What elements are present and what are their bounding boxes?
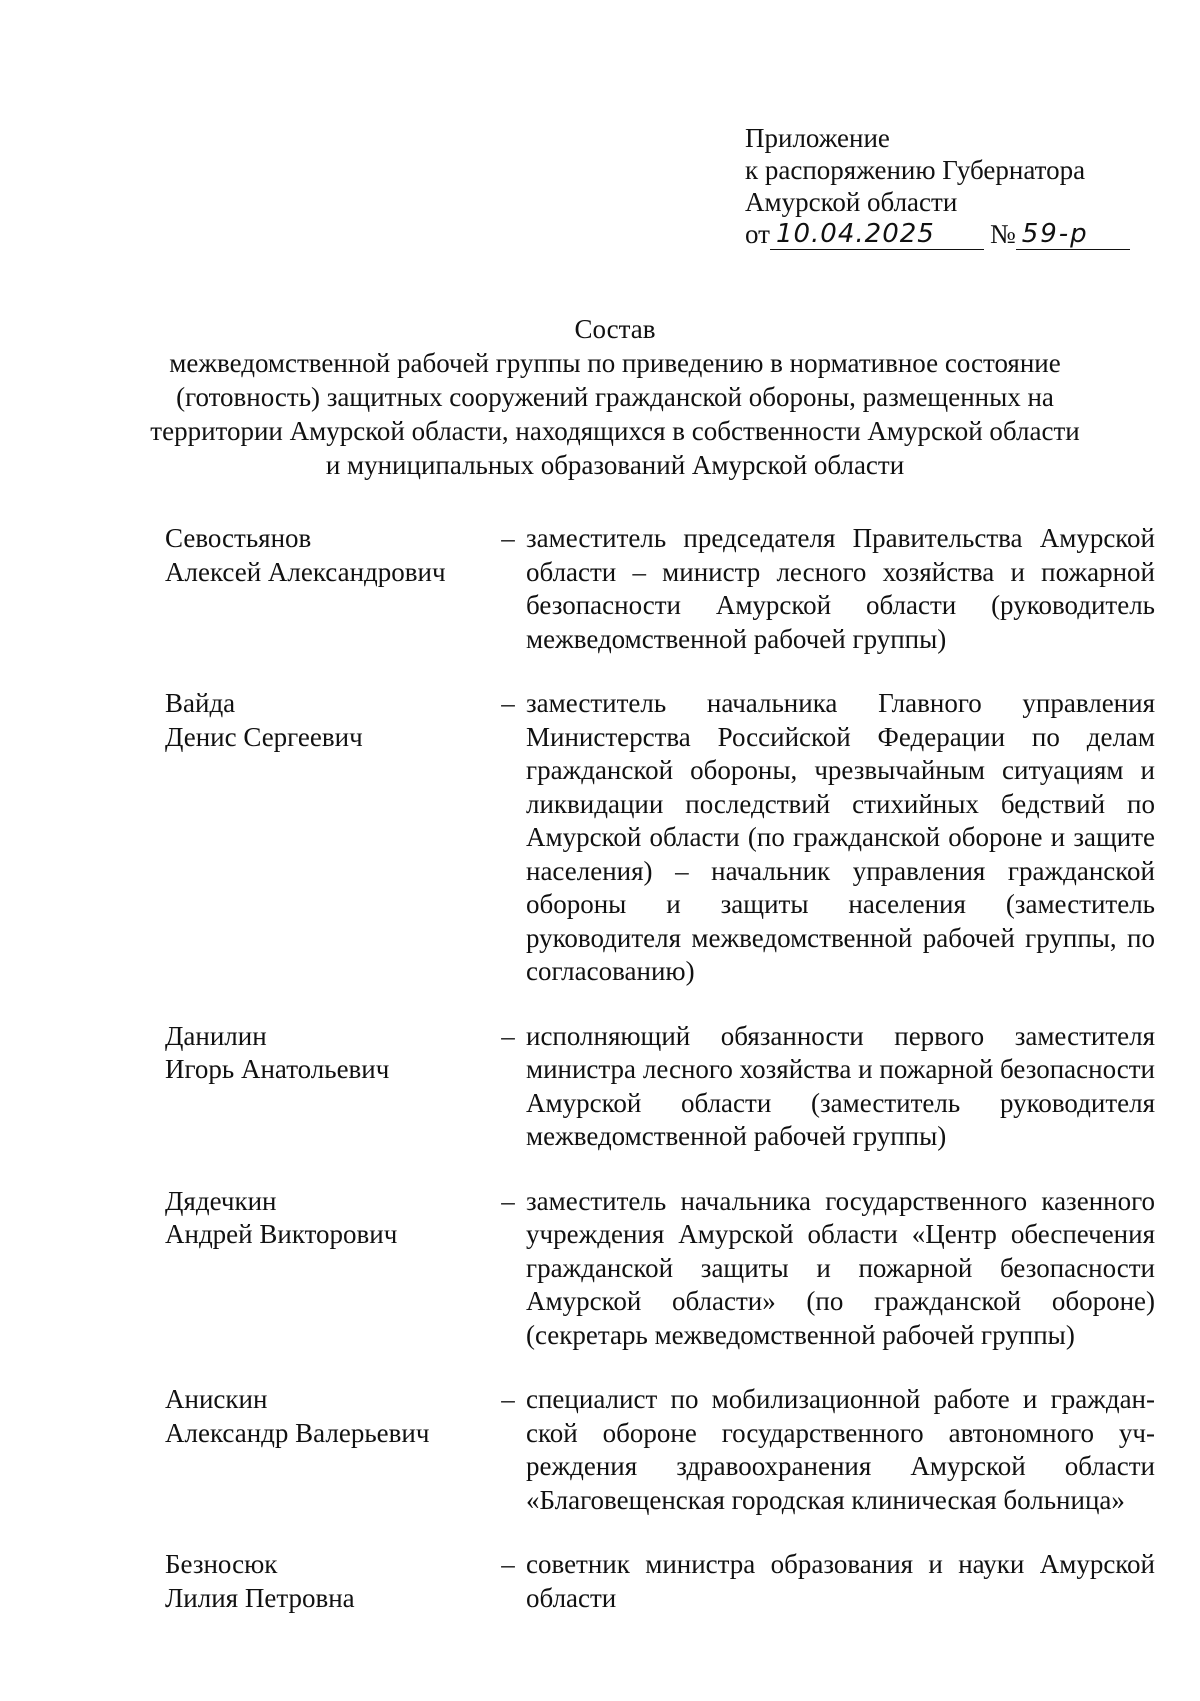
members-list — [165, 522, 1155, 1646]
title-heading: Состав — [574, 314, 656, 344]
member-surname: Дядечкин — [165, 1185, 277, 1216]
approval-line-1: Приложение — [745, 123, 890, 153]
member-dash: – — [501, 1020, 515, 1051]
member-row — [165, 1383, 1155, 1517]
member-name — [165, 1383, 490, 1517]
approval-stamp-block — [745, 122, 1130, 250]
member-dash: – — [501, 1185, 515, 1216]
member-given-names: Денис Сергеевич — [165, 721, 363, 752]
member-given-names: Александр Валерьевич — [165, 1417, 430, 1448]
member-given-names: Лилия Петровна — [165, 1582, 355, 1613]
member-position: исполняющий обязанности первого заместителя министра лесного хозяйства и пожарной безопасности Амурской области (заместитель руководителя межведомственной рабочей группы) — [526, 1020, 1155, 1151]
member-surname: Данилин — [165, 1020, 267, 1051]
member-surname: Севостьянов — [165, 523, 312, 553]
title-line-4: и муниципальных образований Амурской области — [325, 450, 905, 480]
member-position: специалист по мобилизационной работе и граждан-ской обороне государственного автономного уч-реждения здравоохранения Амурской области «Благовещенская городская клиническая больница» — [526, 1384, 1155, 1515]
approval-line-3: Амурской области — [745, 187, 958, 217]
member-dash: – — [501, 688, 515, 718]
member-name — [165, 1185, 490, 1353]
member-given-names: Алексей Александрович — [165, 556, 446, 587]
title-line-1: межведомственной рабочей группы по приведению в нормативное состояние — [169, 348, 1061, 378]
member-name — [165, 687, 490, 989]
member-row — [165, 687, 1155, 989]
member-row — [165, 522, 1155, 656]
member-name — [165, 522, 490, 656]
handwritten-date: 10.04.2025 — [770, 219, 984, 250]
member-name — [165, 1020, 490, 1154]
member-surname: Вайда — [165, 688, 236, 718]
title-line-2: (готовность) защитных сооружений гражданской обороны, размещенных на — [176, 382, 1054, 412]
date-prefix: от — [745, 219, 770, 249]
approval-line-2: к распоряжению Губернатора — [745, 155, 1086, 185]
member-surname: Безносюк — [165, 1549, 278, 1579]
member-row — [165, 1548, 1155, 1615]
member-given-names: Игорь Анатольевич — [165, 1054, 390, 1084]
member-name — [165, 1548, 490, 1615]
member-given-names: Андрей Викторович — [165, 1219, 398, 1249]
document-title — [150, 312, 1080, 482]
member-row — [165, 1020, 1155, 1154]
member-dash: – — [501, 1549, 515, 1579]
member-position: советник министра образования и науки Амурской области — [526, 1549, 1155, 1613]
member-position: заместитель начальника Главного управления Министерства Российской Федерации по делам гражданской обороны, чрезвычайным ситуациям и ликвидации последствий стихийных бедствий по Амурской области (по гражданской обороне и защите населения) – начальник управления гражданской обороны и защиты населения (заместитель руководителя межведомственной рабочей группы, по согласованию) — [526, 688, 1155, 986]
member-surname: Анискин — [165, 1384, 268, 1414]
title-line-3: территории Амурской области, находящихся в собственности Амурской области — [150, 416, 1080, 446]
handwritten-number: 59-р — [1016, 219, 1130, 250]
member-dash: – — [501, 1384, 515, 1414]
member-dash: – — [501, 523, 515, 553]
member-row — [165, 1185, 1155, 1353]
number-prefix: № — [989, 219, 1016, 249]
member-position: заместитель председателя Правительства Амурской области – министр лесного хозяйства и пожарной безопасности Амурской области (руководитель межведомственной рабочей группы) — [526, 523, 1155, 654]
approval-date-number-line — [745, 218, 1130, 250]
member-position: заместитель начальника государственного казенного учреждения Амурской области «Центр обеспечения гражданской защиты и пожарной безопасности Амурской области» (по гражданской обороне) (секретарь межведомственной рабочей группы) — [526, 1185, 1155, 1350]
